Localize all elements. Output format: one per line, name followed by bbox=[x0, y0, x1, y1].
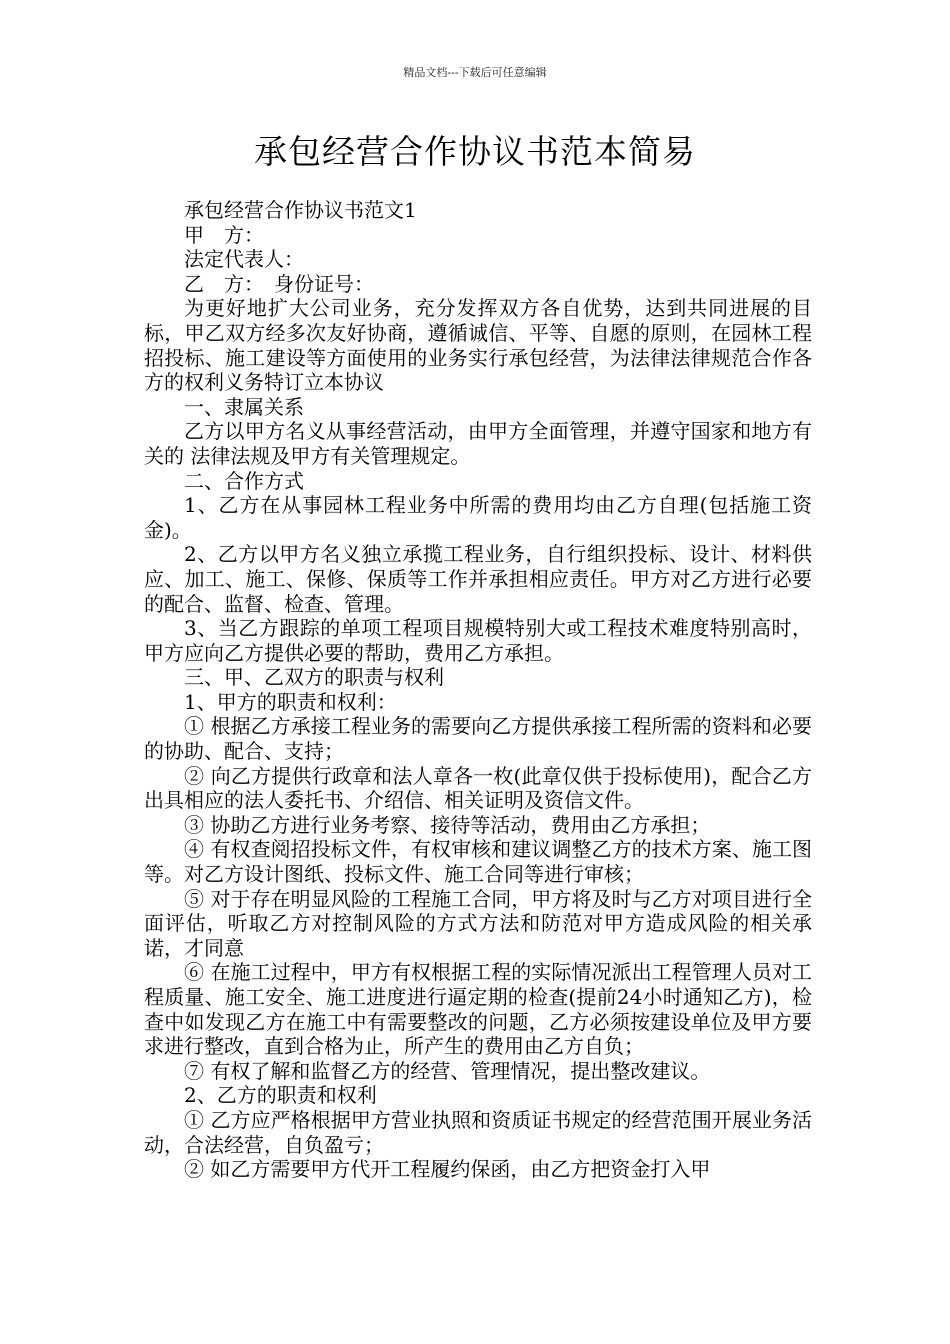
list-item: ① 乙方应严格根据甲方营业执照和资质证书规定的经营范围开展业务活动，合法经营，自负盈亏； bbox=[144, 1107, 812, 1157]
section-heading: 一、隶属关系 bbox=[184, 394, 304, 419]
paragraph: 2、乙方以甲方名义独立承揽工程业务，自行组织投标、设计、材料供应、加工、施工、保修、保质等工作并承担相应责任。甲方对乙方进行必要的配合、监督、检查、管理。 bbox=[144, 542, 812, 616]
section-heading: 三、甲、乙双方的职责与权利 bbox=[184, 665, 444, 690]
paragraph: 3、当乙方跟踪的单项工程项目规模特别大或工程技术难度特别高时，甲方应向乙方提供必要的帮助，费用乙方承担。 bbox=[144, 616, 812, 665]
list-item: ② 向乙方提供行政章和法人章各一枚(此章仅供于投标使用)，配合乙方出具相应的法人委托书、介绍信、相关证明及资信文件。 bbox=[144, 763, 812, 813]
list-item: ⑤ 对于存在明显风险的工程施工合同，甲方将及时与乙方对项目进行全面评估，听取乙方对控制风险的方式方法和防范对甲方造成风险的相关承诺，才同意 bbox=[144, 886, 812, 960]
document-body bbox=[144, 198, 812, 1182]
section-heading: 二、合作方式 bbox=[184, 468, 304, 493]
subsection-heading: 2、乙方的职责和权利 bbox=[184, 1083, 377, 1108]
paragraph: 1、乙方在从事园林工程业务中所需的费用均由乙方自理(包括施工资金)。 bbox=[144, 493, 812, 542]
list-item: ⑥ 在施工过程中，甲方有权根据工程的实际情况派出工程管理人员对工程质量、施工安全、施工进度进行逼定期的检查(提前24小时通知乙方)，检查中如发现乙方在施工中有需要整改的问题，乙方必须按建设单位及甲方要求进行整改，直到合格为止，所产生的费用由乙方自负； bbox=[144, 960, 812, 1059]
document-title: 承包经营合作协议书范本简易 bbox=[254, 132, 696, 171]
paragraph: 为更好地扩大公司业务，充分发挥双方各自优势，达到共同进展的目标，甲乙双方经多次友好协商，遵循诚信、平等、自愿的原则，在园林工程招投标、施工建设等方面使用的业务实行承包经营，为法律法律规范合作各方的权利义务特订立本协议 bbox=[144, 296, 812, 395]
page-header: 精品文档---下载后可任意编辑 bbox=[403, 66, 547, 79]
paragraph: 甲 方： bbox=[184, 222, 264, 247]
paragraph: 乙方以甲方名义从事经营活动，由甲方全面管理，并遵守国家和地方有关的 法律法规及甲方有关管理规定。 bbox=[144, 419, 812, 468]
paragraph: 法定代表人： bbox=[184, 247, 304, 272]
list-item: ③ 协助乙方进行业务考察、接待等活动，费用由乙方承担； bbox=[184, 812, 711, 837]
list-item: ⑦ 有权了解和监督乙方的经营、管理情况，提出整改建议。 bbox=[184, 1058, 711, 1083]
list-item: ④ 有权查阅招投标文件，有权审核和建议调整乙方的技术方案、施工图等。对乙方设计图纸、投标文件、施工合同等进行审核； bbox=[144, 837, 812, 887]
list-item: ② 如乙方需要甲方代开工程履约保函，由乙方把资金打入甲 bbox=[184, 1157, 711, 1182]
list-item: ① 根据乙方承接工程业务的需要向乙方提供承接工程所需的资料和必要的协助、配合、支持； bbox=[144, 714, 812, 764]
paragraph: 承包经营合作协议书范文1 bbox=[184, 198, 417, 222]
paragraph: 乙 方： 身份证号： bbox=[184, 271, 374, 296]
subsection-heading: 1、甲方的职责和权利： bbox=[184, 689, 397, 714]
